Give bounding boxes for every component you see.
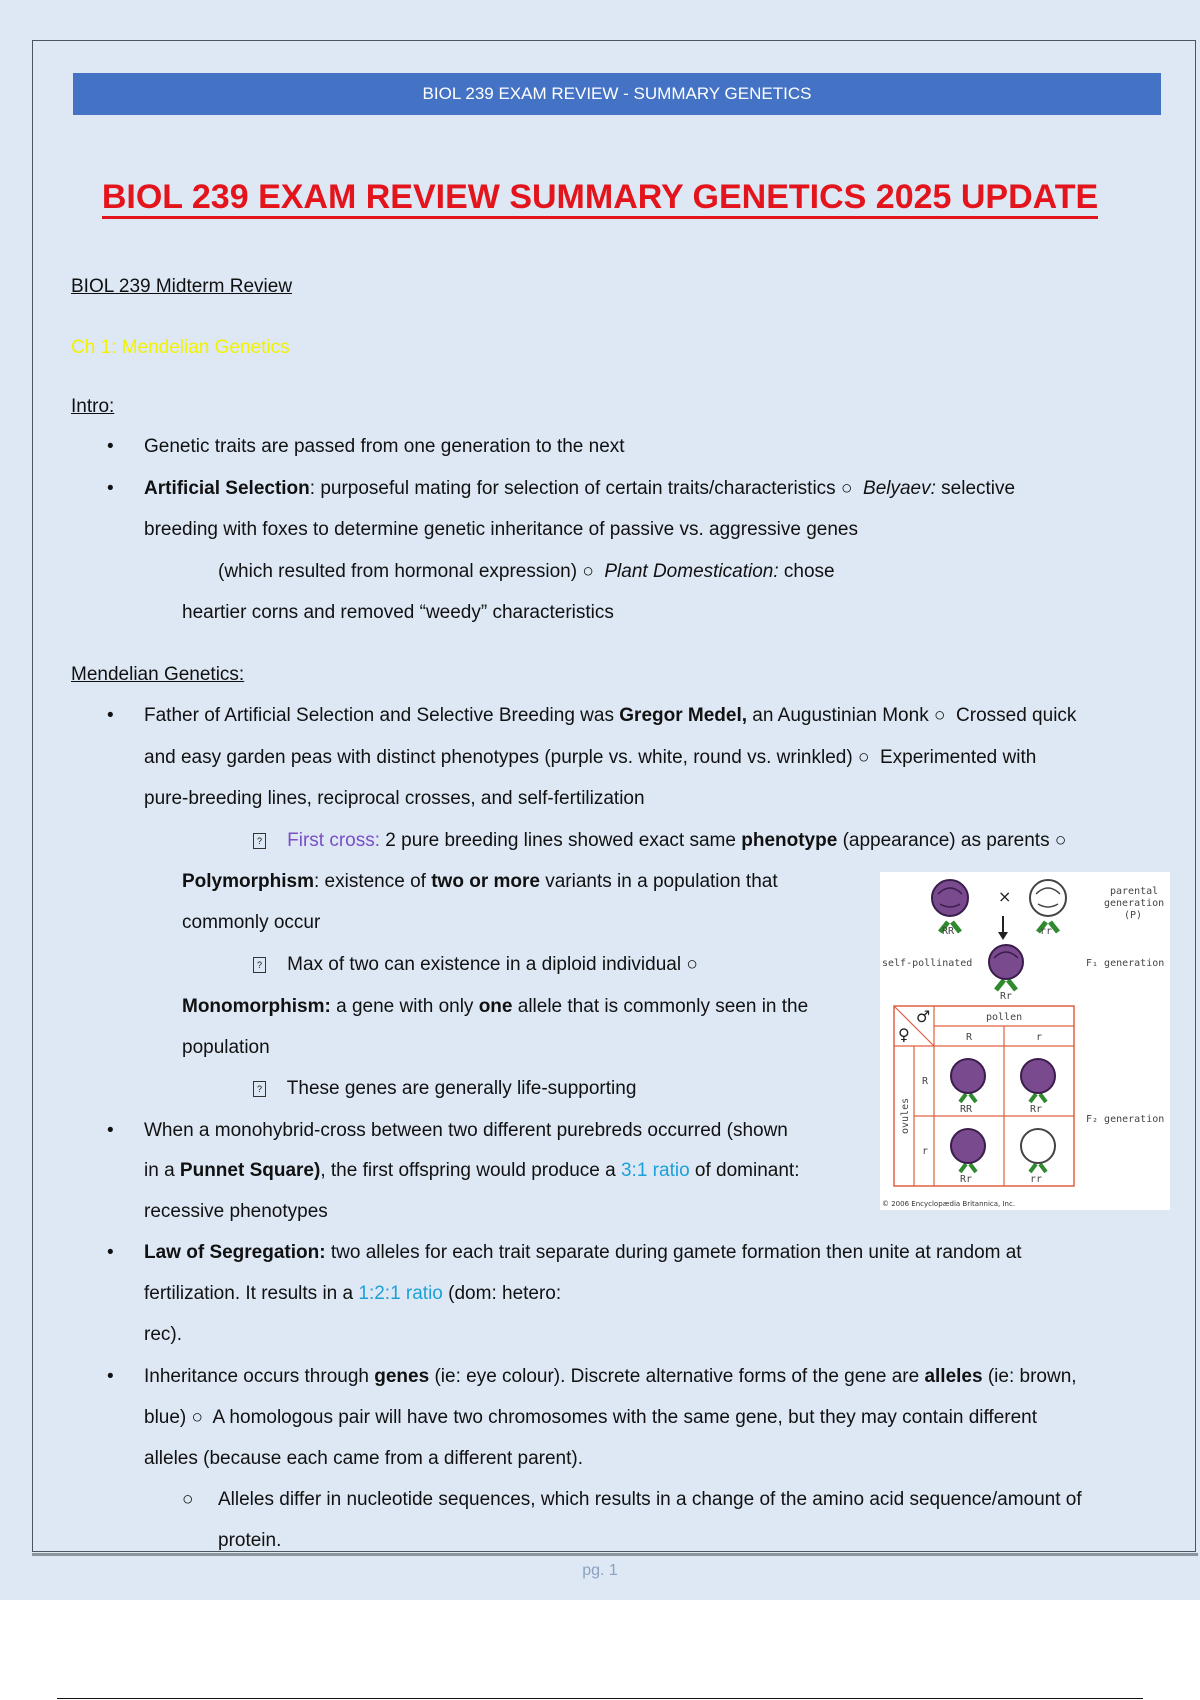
document-title: BIOL 239 EXAM REVIEW SUMMARY GENETICS 2025 UPDATE — [0, 178, 1200, 217]
intro-line-2: breeding with foxes to determine genetic inheritance of passive vs. aggressive genes — [144, 519, 858, 540]
inheritance-line-1: Inheritance occurs through genes (ie: eye colour). Discrete alternative forms of the gene are alleles (ie: brown, — [144, 1366, 1077, 1387]
monomorphism-line: Monomorphism: a gene with only one allele that is commonly seen in the — [182, 996, 809, 1017]
intro-line-4: heartier corns and removed “weedy” characteristics — [182, 602, 614, 623]
figure-label: Rr — [1000, 991, 1013, 1002]
bullet-icon: • — [107, 478, 114, 499]
figure-label: pollen — [986, 1012, 1023, 1023]
chapter-heading: Ch 1: Mendelian Genetics — [71, 337, 290, 358]
inheritance-line-2: blue) ○ A homologous pair will have two chromosomes with the same gene, but they may contain different — [144, 1407, 1038, 1428]
bullet-icon: • — [107, 1120, 114, 1141]
bullet-icon: • — [107, 1242, 114, 1263]
alleles-sub-line-2: protein. — [218, 1530, 282, 1551]
figure-label: R — [922, 1076, 929, 1087]
circle-bullet-icon: ○ — [840, 478, 853, 499]
page-number: pg. 1 — [582, 1562, 618, 1579]
bullet-icon: • — [107, 436, 114, 457]
circle-bullet-icon: ○ — [191, 1407, 204, 1428]
bullet-icon: • — [107, 705, 114, 726]
monohybrid-line-2: in a Punnet Square), the first offspring would produce a 3:1 ratio of dominant: — [144, 1160, 800, 1181]
segregation-line-3: rec). — [144, 1324, 182, 1345]
figure-label: R — [966, 1032, 973, 1043]
alleles-sub-line-1: Alleles differ in nucleotide sequences, which results in a change of the amino acid sequence/amount of — [218, 1489, 1082, 1510]
figure-label: parental — [1110, 886, 1159, 897]
figure-label: rr — [1040, 926, 1053, 937]
white-flower-icon — [1030, 880, 1066, 932]
figure-label: RR — [960, 1104, 973, 1115]
purple-flower-icon — [1021, 1059, 1055, 1102]
inheritance-line-3: alleles (because each came from a different parent). — [144, 1448, 583, 1469]
mendel-line-3: pure-breeding lines, reciprocal crosses, and self-fertilization — [144, 788, 645, 809]
figure-label: generation — [1104, 898, 1165, 909]
first-cross-item: ? First cross: 2 pure breeding lines showed exact same phenotype (appearance) as parents ○ — [253, 830, 1066, 852]
intro-bullet-1: Genetic traits are passed from one generation to the next — [144, 436, 625, 457]
figure-label: Rr — [1030, 1104, 1043, 1115]
header-bar: BIOL 239 EXAM REVIEW - SUMMARY GENETICS — [73, 73, 1161, 115]
figure-label: F₂ generation — [1086, 1114, 1165, 1125]
circle-bullet-icon: ○ — [857, 747, 870, 768]
figure-label: r — [922, 1146, 929, 1157]
life-supporting-item: ? These genes are generally life-supporting — [253, 1078, 636, 1100]
circle-bullet-icon: ○ — [182, 1489, 194, 1510]
purple-flower-icon — [951, 1129, 985, 1172]
purple-flower-icon — [932, 880, 968, 932]
intro-heading: Intro: — [71, 396, 115, 417]
figure-label: rr — [1030, 1174, 1043, 1185]
bullet-icon: • — [107, 1366, 114, 1387]
figure-label: r — [1036, 1032, 1043, 1043]
circle-bullet-icon: ○ — [582, 561, 594, 582]
intro-bullet-2: Artificial Selection: purposeful mating for selection of certain traits/characteristics ○ Belyaev: selective — [144, 478, 1016, 499]
monohybrid-line-3: recessive phenotypes — [144, 1201, 328, 1222]
figure-label: ovules — [900, 1097, 911, 1134]
monomorphism-line-2: population — [182, 1037, 270, 1058]
segregation-line-1: Law of Segregation: two alleles for each trait separate during gamete formation then unite at random at — [144, 1242, 1022, 1263]
mendel-line-2: and easy garden peas with distinct phenotypes (purple vs. white, round vs. wrinkled) ○ Experimented with — [144, 747, 1037, 768]
female-symbol-icon: ♀ — [898, 1025, 910, 1044]
figure-label: (P) — [1124, 910, 1143, 921]
arrow-head-icon — [998, 932, 1008, 940]
figure-label: RR — [942, 926, 955, 937]
box-bullet-icon: ? — [253, 957, 266, 973]
punnett-square-svg — [880, 872, 1170, 1210]
segregation-line-2: fertilization. It results in a 1:2:1 ratio (dom: hetero: — [144, 1283, 562, 1304]
polymorphism-line-2: commonly occur — [182, 912, 321, 933]
cross-icon: × — [998, 887, 1012, 906]
circle-bullet-icon: ○ — [686, 954, 698, 975]
purple-flower-icon — [951, 1059, 985, 1102]
circle-bullet-icon: ○ — [1054, 830, 1067, 851]
white-flower-icon — [1021, 1129, 1055, 1172]
figure-label: F₁ generation — [1086, 958, 1165, 969]
purple-flower-icon — [989, 945, 1023, 990]
polymorphism-line: Polymorphism: existence of two or more variants in a population that — [182, 871, 778, 892]
intro-line-3: (which resulted from hormonal expression) ○ Plant Domestication: chose — [218, 561, 835, 582]
box-bullet-icon: ? — [253, 1081, 266, 1097]
max-two-item: ? Max of two can existence in a diploid individual ○ — [253, 954, 698, 976]
footer-rule — [57, 1698, 1143, 1699]
figure-label: Rr — [960, 1174, 973, 1185]
figure-label: self-pollinated — [882, 958, 973, 969]
figure-copyright: © 2006 Encyclopædia Britannica, Inc. — [882, 1200, 1016, 1208]
box-bullet-icon: ? — [253, 833, 266, 849]
male-symbol-icon: ♂ — [916, 1007, 931, 1026]
mendel-heading: Mendelian Genetics: — [71, 664, 245, 685]
monohybrid-line-1: When a monohybrid-cross between two different purebreds occurred (shown — [144, 1120, 788, 1141]
subtitle: BIOL 239 Midterm Review — [71, 276, 293, 297]
circle-bullet-icon: ○ — [933, 705, 946, 726]
page-frame-shadow — [32, 1553, 1198, 1556]
mendel-bullet-1: Father of Artificial Selection and Selective Breeding was Gregor Medel, an Augustinian Monk ○ Crossed quick — [144, 705, 1077, 726]
punnett-square-figure — [880, 872, 1170, 1210]
